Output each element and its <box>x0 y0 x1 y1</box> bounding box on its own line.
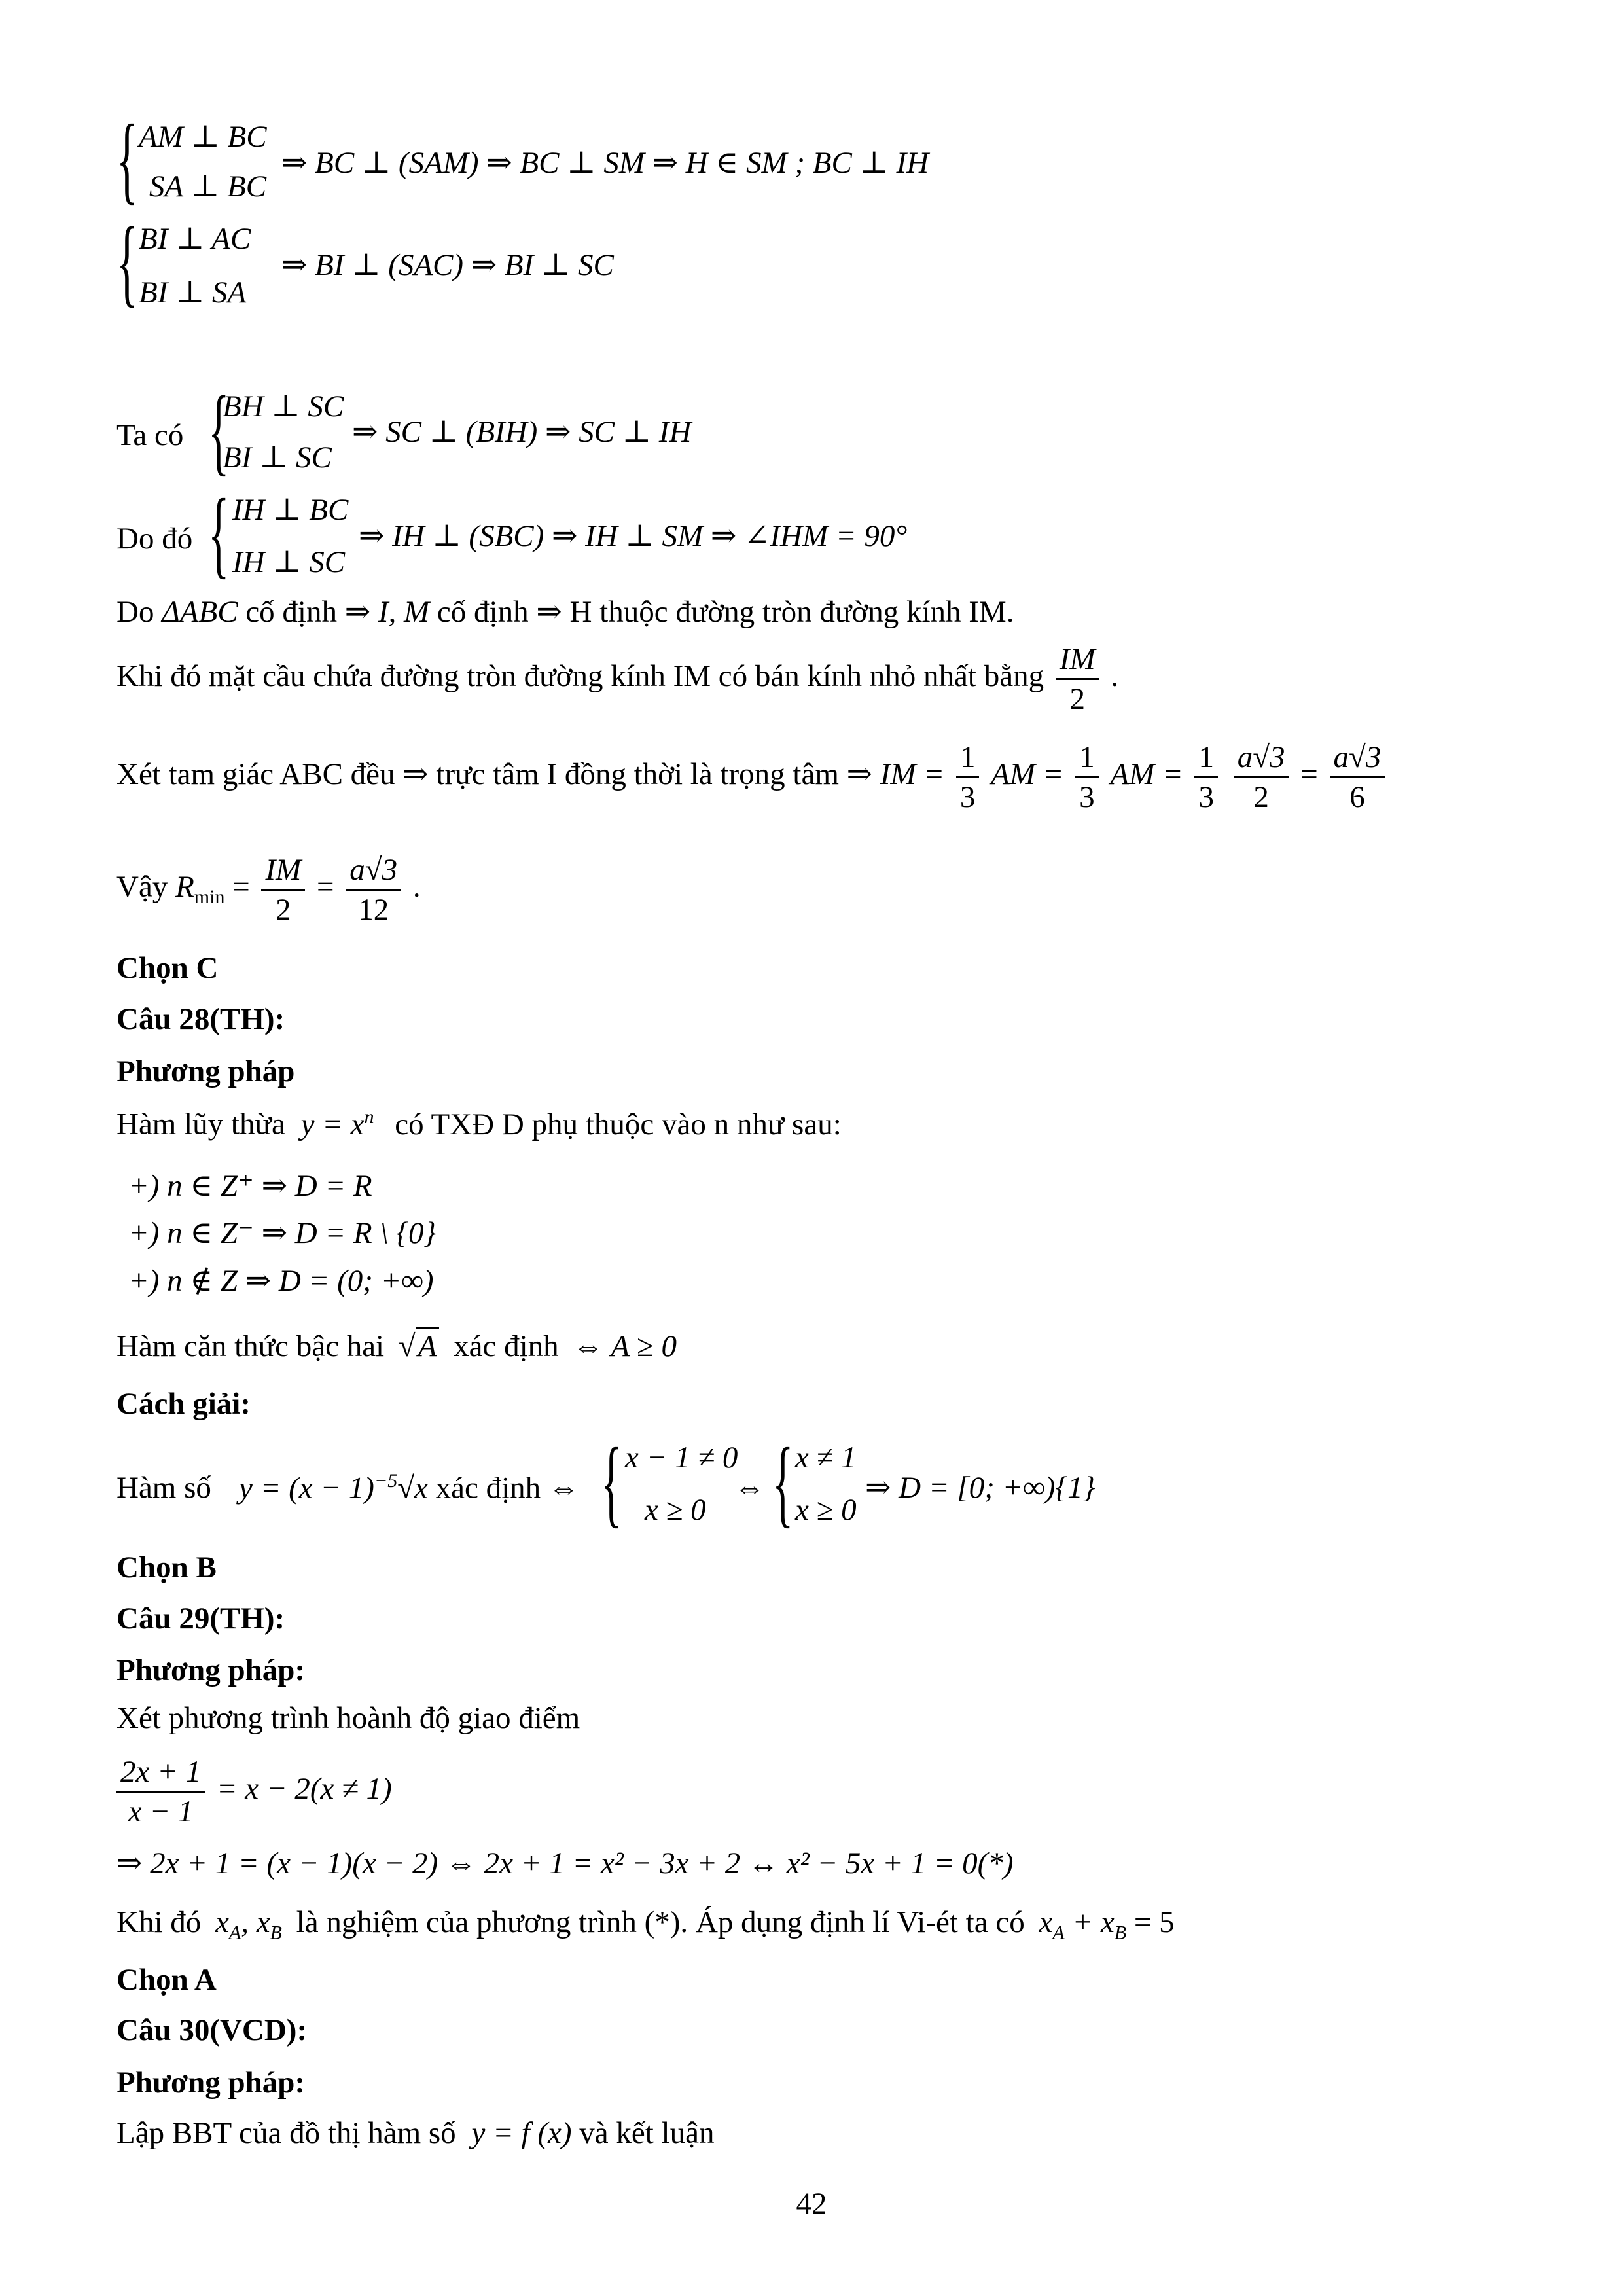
case-item: +) n ∉ Z ⇒ D = (0; +∞) <box>128 1264 434 1298</box>
fraction-equation: $\frac{2x + 1}{x - 1}$ = x − 2(x ≠ 1) <box>116 1754 392 1829</box>
question-heading: Câu 28(TH): <box>116 1002 285 1036</box>
case-item: +) n ∈ Z⁻ ⇒ D = R \ {0} <box>128 1216 437 1250</box>
system-brace: { <box>772 1428 794 1537</box>
implication: ⇒ BI ⊥ (SAC) ⇒ BI ⊥ SC <box>281 248 614 282</box>
condition: AM ⊥ BC <box>139 120 267 154</box>
condition: x − 1 ≠ 0 <box>625 1441 738 1475</box>
text-do-do: Do đó <box>116 522 193 556</box>
implication: ⇒ D = [0; +∞){1} <box>865 1471 1096 1505</box>
condition: BI ⊥ SC <box>223 440 332 475</box>
equation: ⇒ 2x + 1 = (x − 1)(x − 2) ⇔ 2x + 1 = x² − 3x + 2 ↔ x² − 5x + 1 = 0(*) <box>116 1846 1014 1880</box>
system-brace: { <box>208 479 230 588</box>
paragraph: Xét tam giác ABC đều ⇒ trực tâm I đồng thời là trọng tâm ⇒ IM = $\frac{1}{3}$ AM = $\frac{1}{3}$ AM = $\frac{1}{3}$ $\frac{a√3}{2}$ = $\frac{a√3}{6}$ <box>116 740 1389 815</box>
system-brace: { <box>601 1428 622 1537</box>
question-heading: Câu 29(TH): <box>116 1602 285 1636</box>
condition: BH ⊥ SC <box>223 389 344 423</box>
paragraph: Hàm lũy thừa $y = x^n$ có TXĐ D phụ thuộc vào n như sau: <box>116 1106 842 1141</box>
condition: BI ⊥ SA <box>139 276 247 310</box>
section-heading: Cách giải: <box>116 1387 251 1421</box>
section-heading: Phương pháp <box>116 1054 295 1088</box>
system-brace: { <box>208 376 230 485</box>
formula: $y = (x - 1)^{-5}√x$ xác định ⇔ <box>239 1470 579 1505</box>
page-number: 42 <box>796 2187 827 2221</box>
text: Hàm số <box>116 1471 211 1505</box>
paragraph: Lập BBT của đồ thị hàm số y = f (x) và kết luận <box>116 2116 715 2150</box>
condition: x ≠ 1 <box>795 1441 857 1475</box>
paragraph: Khi đó mặt cầu chứa đường tròn đường kính IM có bán kính nhỏ nhất bằng $\frac{IM}{2}$ . <box>116 642 1119 717</box>
paragraph: Do ΔABC cố định ⇒ I, M cố định ⇒ H thuộc đường tròn đường kính IM. <box>116 595 1014 629</box>
answer-heading: Chọn B <box>116 1551 217 1585</box>
implication: ⇒ IH ⊥ (SBC) ⇒ IH ⊥ SM ⇒ ∠IHM = 90° <box>359 519 908 553</box>
condition: IH ⊥ BC <box>232 493 349 527</box>
paragraph: Khi đó $x_A$, $x_B$ là nghiệm của phương trình (*). Áp dụng định lí Vi-ét ta có $x_A + x_B = 5$ <box>116 1905 1175 1944</box>
section-heading: Phương pháp: <box>116 2066 306 2100</box>
paragraph: Hàm căn thức bậc hai √A xác định ⇔ A ≥ 0 <box>116 1329 677 1364</box>
implication: ⇒ SC ⊥ (BIH) ⇒ SC ⊥ IH <box>352 415 692 449</box>
answer-heading: Chọn A <box>116 1963 217 1997</box>
case-item: +) n ∈ Z⁺ ⇒ D = R <box>128 1169 372 1203</box>
condition: BI ⊥ AC <box>139 222 251 256</box>
system-brace: { <box>116 207 138 316</box>
paragraph: Xét phương trình hoành độ giao điểm <box>116 1701 580 1735</box>
equivalence: ⇔ <box>734 1471 765 1505</box>
implication: ⇒ BC ⊥ (SAM) ⇒ BC ⊥ SM ⇒ H ∈ SM ; BC ⊥ IH <box>281 146 929 180</box>
condition: SA ⊥ BC <box>149 170 267 204</box>
system-brace: { <box>116 105 138 213</box>
text-ta-co: Ta có <box>116 418 184 452</box>
condition: x ≥ 0 <box>645 1493 706 1527</box>
condition: x ≥ 0 <box>795 1493 857 1527</box>
question-heading: Câu 30(VCD): <box>116 2013 308 2047</box>
paragraph: Vậy $R_{min}$ = $\frac{IM}{2}$ = $\frac{a√3}{12}$ . <box>116 853 421 927</box>
condition: IH ⊥ SC <box>232 545 346 579</box>
section-heading: Phương pháp: <box>116 1653 306 1687</box>
answer-heading: Chọn C <box>116 951 219 985</box>
